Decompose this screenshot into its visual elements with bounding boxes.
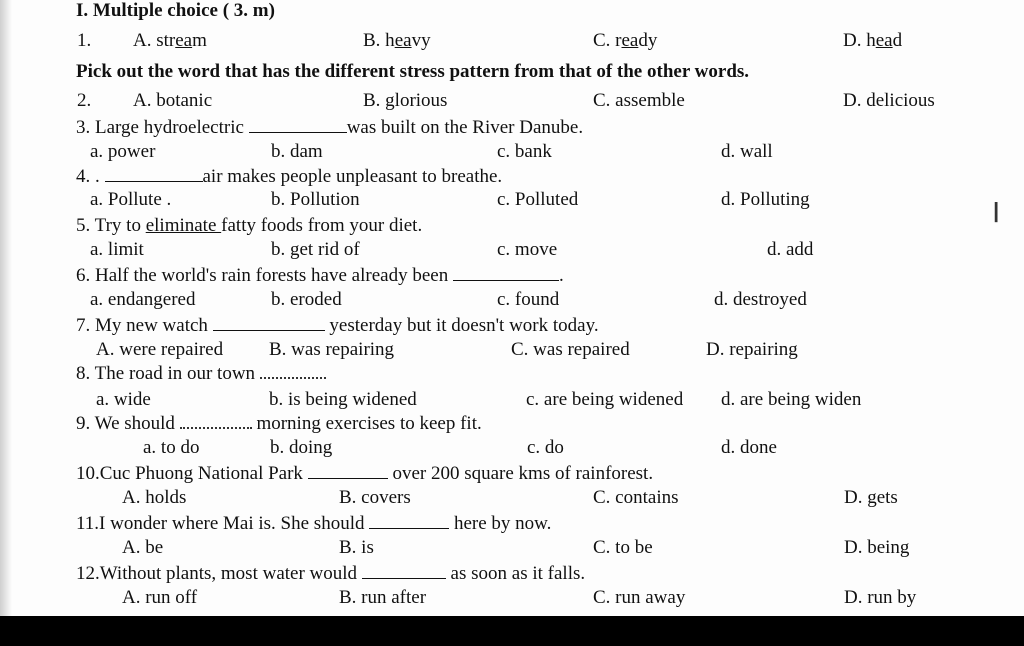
- q5-stem-end: fatty foods from your diet.: [221, 215, 423, 236]
- q7-option-a[interactable]: A. were repaired: [96, 339, 224, 360]
- q11-option-b[interactable]: B. is: [339, 537, 374, 558]
- q1-a-text: A. str: [133, 30, 176, 51]
- q7-option-d[interactable]: D. repairing: [706, 339, 798, 360]
- q12-stem-start: 12.Without plants, most water would: [76, 563, 358, 584]
- q3-stem-start: 3. Large hydroelectric: [76, 117, 244, 138]
- q9-option-d[interactable]: d. done: [721, 437, 777, 458]
- q7-stem-end: yesterday but it doesn't work today.: [329, 315, 599, 336]
- q9-answer-blank[interactable]: [180, 413, 252, 429]
- screen-bottom-bar: [0, 616, 1024, 646]
- q3-option-c[interactable]: c. bank: [497, 141, 552, 162]
- q8-stem-start: 8. The road in our town: [76, 363, 256, 384]
- section-title: I. Multiple choice ( 3. m): [76, 0, 275, 21]
- q1-option-a[interactable]: [133, 30, 207, 52]
- q4-stem-end: air makes people unpleasant to breathe.: [202, 166, 503, 187]
- q2-number: 2.: [77, 90, 92, 111]
- q3-answer-blank[interactable]: [249, 116, 347, 133]
- q6-stem: [76, 264, 564, 287]
- q5-stem: [76, 215, 422, 237]
- q12-option-b[interactable]: B. run after: [339, 587, 427, 608]
- q6-answer-blank[interactable]: [453, 264, 559, 281]
- q5-option-a[interactable]: a. limit: [90, 239, 144, 260]
- q2-option-c[interactable]: C. assemble: [593, 90, 685, 111]
- q6-stem-end: .: [558, 265, 564, 286]
- q4-option-d[interactable]: d. Polluting: [721, 189, 810, 210]
- q12-stem: [76, 562, 585, 585]
- q1-number: 1.: [77, 30, 92, 51]
- q10-stem: [76, 462, 653, 485]
- q11-option-d[interactable]: D. being: [844, 537, 910, 558]
- q4-stem: [76, 165, 502, 188]
- q12-stem-end: as soon as it falls.: [450, 563, 586, 584]
- q1-b-underlined: ea: [394, 30, 412, 51]
- q5-option-b[interactable]: b. get rid of: [271, 239, 360, 260]
- q9-option-b[interactable]: b. doing: [270, 437, 333, 458]
- q3-stem-end: was built on the River Danube.: [346, 117, 584, 138]
- q2-option-d[interactable]: D. delicious: [843, 90, 935, 111]
- q1-d-underlined: ea: [875, 30, 893, 51]
- q8-option-c[interactable]: c. are being widened: [526, 389, 684, 410]
- q9-stem: [76, 413, 482, 435]
- instruction: Pick out the word that has the different stress pattern from that of the other words.: [76, 61, 750, 82]
- q7-option-b[interactable]: B. was repairing: [269, 339, 395, 360]
- q5-option-d[interactable]: d. add: [767, 239, 814, 260]
- q11-option-c[interactable]: C. to be: [593, 537, 653, 558]
- q6-option-d[interactable]: d. destroyed: [714, 289, 807, 310]
- q6-stem-start: 6. Half the world's rain forests have already been: [76, 265, 449, 286]
- q12-option-c[interactable]: C. run away: [593, 587, 686, 608]
- q6-option-c[interactable]: c. found: [497, 289, 560, 310]
- q1-option-b[interactable]: [363, 30, 431, 52]
- q11-stem-end: here by now.: [453, 513, 552, 534]
- q4-option-b[interactable]: b. Pollution: [271, 189, 360, 210]
- q11-stem-start: 11.I wonder where Mai is. She should: [76, 513, 365, 534]
- q8-option-d[interactable]: d. are being widen: [721, 389, 862, 410]
- q9-option-a[interactable]: a. to do: [143, 437, 200, 458]
- q1-a-text-end: m: [192, 30, 207, 51]
- q7-stem: [76, 314, 599, 337]
- q1-d-text-end: d: [892, 30, 903, 51]
- q12-option-d[interactable]: D. run by: [844, 587, 917, 608]
- q11-answer-blank[interactable]: [369, 512, 449, 529]
- q5-underlined-word: eliminate: [145, 215, 222, 236]
- q10-option-d[interactable]: D. gets: [844, 487, 898, 508]
- q2-option-a[interactable]: A. botanic: [133, 90, 213, 111]
- q10-answer-blank[interactable]: [308, 462, 388, 479]
- q7-stem-start: 7. My new watch: [76, 315, 208, 336]
- q1-c-text: C. r: [593, 30, 622, 51]
- page-edge-shadow: [0, 0, 12, 616]
- q8-option-b[interactable]: b. is being widened: [269, 389, 417, 410]
- q8-stem: [76, 363, 326, 385]
- q1-d-text: D. h: [843, 30, 876, 51]
- text-cursor-icon: I: [992, 196, 1001, 229]
- q5-stem-start: 5. Try to: [76, 215, 146, 236]
- q12-option-a[interactable]: A. run off: [122, 587, 198, 608]
- q3-stem: [76, 116, 583, 139]
- q1-b-text: B. h: [363, 30, 395, 51]
- q10-stem-end: over 200 square kms of rainforest.: [392, 463, 654, 484]
- q1-a-underlined: ea: [175, 30, 193, 51]
- q9-option-c[interactable]: c. do: [527, 437, 564, 458]
- q7-option-c[interactable]: C. was repaired: [511, 339, 630, 360]
- q3-option-a[interactable]: a. power: [90, 141, 156, 162]
- q2-option-b[interactable]: B. glorious: [363, 90, 448, 111]
- q11-option-a[interactable]: A. be: [122, 537, 164, 558]
- q9-stem-start: 9. We should: [76, 413, 175, 434]
- q1-c-underlined: ea: [621, 30, 639, 51]
- q6-option-b[interactable]: b. eroded: [271, 289, 342, 310]
- q12-answer-blank[interactable]: [362, 562, 446, 579]
- q4-option-c[interactable]: c. Polluted: [497, 189, 579, 210]
- q1-b-text-end: vy: [411, 30, 431, 51]
- q3-option-b[interactable]: b. dam: [271, 141, 323, 162]
- q5-option-c[interactable]: c. move: [497, 239, 558, 260]
- q10-option-b[interactable]: B. covers: [339, 487, 411, 508]
- q8-answer-blank[interactable]: [260, 363, 326, 379]
- q3-option-d[interactable]: d. wall: [721, 141, 773, 162]
- q11-stem: [76, 512, 551, 535]
- q10-option-a[interactable]: A. holds: [122, 487, 187, 508]
- q6-option-a[interactable]: a. endangered: [90, 289, 196, 310]
- q4-stem-start: 4. .: [76, 166, 100, 187]
- q8-option-a[interactable]: a. wide: [96, 389, 151, 410]
- q9-stem-end: morning exercises to keep fit.: [256, 413, 482, 434]
- q10-option-c[interactable]: C. contains: [593, 487, 679, 508]
- q1-option-c[interactable]: [593, 30, 657, 52]
- q4-option-a[interactable]: a. Pollute .: [90, 189, 172, 210]
- q1-option-d[interactable]: [843, 30, 902, 52]
- q10-stem-start: 10.Cuc Phuong National Park: [76, 463, 303, 484]
- q4-answer-blank[interactable]: [105, 165, 203, 182]
- q7-answer-blank[interactable]: [213, 314, 325, 331]
- q1-c-text-end: dy: [638, 30, 658, 51]
